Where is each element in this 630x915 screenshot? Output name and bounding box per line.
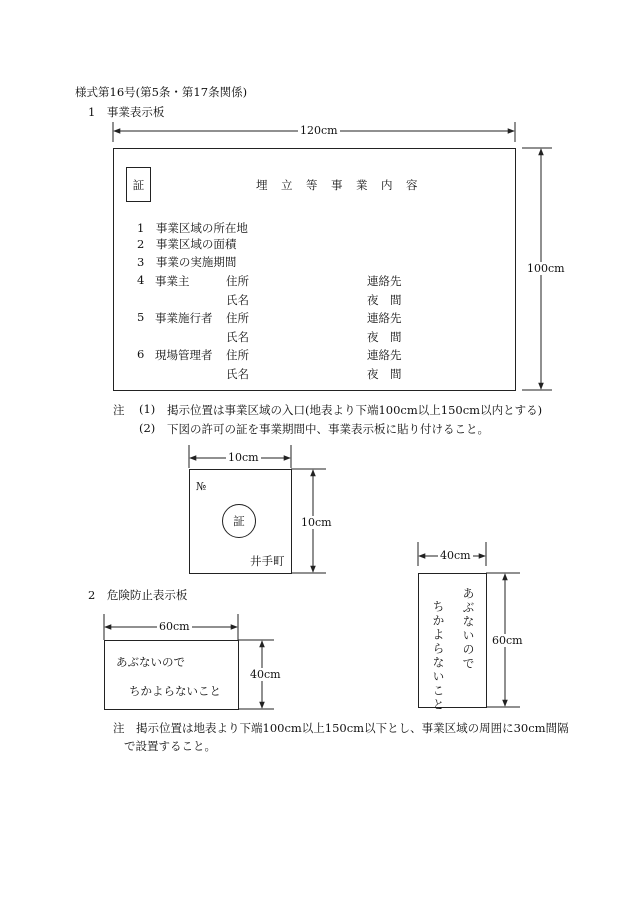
person-6-addr: 住所 — [226, 348, 249, 362]
item-2: 2 事業区域の面積 — [137, 237, 237, 251]
note1-2-text: 下図の許可の証を事業期間中、事業表示板に貼り付けること。 — [167, 422, 489, 436]
note1-2-num: (2) — [139, 421, 156, 435]
note2-text-line2: で設置すること。 — [124, 739, 216, 753]
item-3: 3 事業の実施期間 — [137, 255, 237, 269]
person-4-contact: 連絡先 — [367, 274, 402, 288]
permit-stamp-label: 証 — [233, 514, 245, 528]
sign1-width-label: 120cm — [300, 124, 338, 137]
person-5-name: 氏名 — [226, 330, 249, 344]
note2-label: 注 — [113, 721, 125, 735]
vsign-line1: あぶないので — [461, 587, 475, 671]
note1-1-text: 掲示位置は事業区域の入口(地表より下端100cm以上150cm以内とする) — [167, 403, 543, 417]
note2-text-line1: 掲示位置は地表より下端100cm以上150cm以下とし、事業区域の周囲に30cm間隔 — [136, 721, 569, 735]
person-4-name: 氏名 — [226, 293, 249, 307]
hsign-height-label: 40cm — [250, 668, 281, 681]
person-5-num: 5 — [137, 310, 145, 324]
person-6-num: 6 — [137, 347, 145, 361]
person-4-role: 事業主 — [155, 274, 190, 288]
permit-no-label: № — [196, 480, 207, 493]
hsign-line1: あぶないので — [116, 655, 185, 669]
stamp-label: 証 — [132, 177, 145, 192]
item-1: 1 事業区域の所在地 — [137, 221, 248, 235]
permit-town: 井手町 — [250, 554, 285, 568]
vsign-line2: ちかよらないこと — [431, 600, 445, 712]
form-title: 様式第16号(第5条・第17条関係) — [75, 85, 248, 99]
person-5-contact: 連絡先 — [367, 311, 402, 325]
stamp-box — [126, 167, 151, 202]
person-5-night: 夜 間 — [367, 330, 402, 344]
hsign-width-label: 60cm — [159, 620, 190, 633]
permit-height-label: 10cm — [301, 516, 332, 529]
hsign-line2: ちかよらないこと — [129, 684, 221, 698]
note1-label: 注 — [113, 403, 125, 417]
person-6-name: 氏名 — [226, 367, 249, 381]
person-5-addr: 住所 — [226, 311, 249, 325]
sign1-title: 埋 立 等 事 業 内 容 — [256, 178, 419, 192]
person-6-night: 夜 間 — [367, 367, 402, 381]
note1-1-num: (1) — [139, 402, 156, 416]
permit-stamp-circle — [222, 504, 256, 538]
vsign-width-label: 40cm — [440, 549, 471, 562]
permit-width-label: 10cm — [228, 451, 259, 464]
sign1-height-label: 100cm — [527, 262, 565, 275]
section-2-title: 2 危険防止表示板 — [88, 588, 188, 602]
person-5-role: 事業施行者 — [155, 311, 213, 325]
person-4-night: 夜 間 — [367, 293, 402, 307]
person-4-addr: 住所 — [226, 274, 249, 288]
person-4-num: 4 — [137, 273, 145, 287]
person-6-role: 現場管理者 — [155, 348, 213, 362]
section-1-title: 1 事業表示板 — [88, 105, 165, 119]
person-6-contact: 連絡先 — [367, 348, 402, 362]
vsign-height-label: 60cm — [492, 634, 523, 647]
danger-sign-horizontal — [104, 640, 239, 710]
